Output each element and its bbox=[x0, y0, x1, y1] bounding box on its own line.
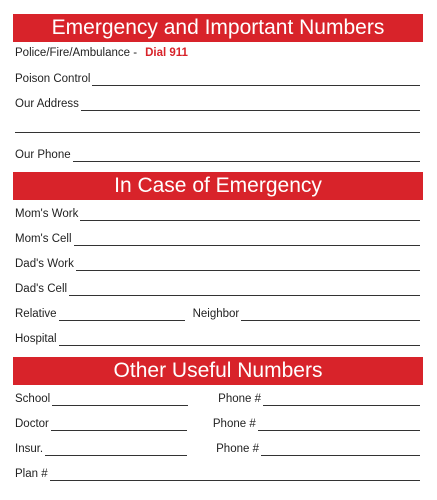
insurance-phone-label: Phone # bbox=[216, 443, 259, 455]
insurance-field[interactable] bbox=[45, 445, 187, 456]
poison-control-field[interactable] bbox=[92, 75, 420, 86]
moms-cell-label: Mom's Cell bbox=[15, 233, 72, 245]
hospital-row bbox=[15, 330, 420, 346]
section-header-other-useful-numbers: Other Useful Numbers bbox=[13, 357, 423, 385]
section-header-in-case-of-emergency: In Case of Emergency bbox=[13, 172, 423, 200]
school-label: School bbox=[15, 393, 51, 405]
doctor-label: Doctor bbox=[15, 418, 49, 430]
section-header-important-numbers: Emergency and Important Numbers bbox=[13, 14, 423, 42]
doctor-row bbox=[15, 415, 420, 431]
dads-cell-field[interactable] bbox=[69, 285, 420, 296]
neighbor-label: Neighbor bbox=[192, 308, 240, 320]
insurance-row bbox=[15, 440, 420, 456]
doctor-field[interactable] bbox=[51, 420, 187, 431]
hospital-field[interactable] bbox=[59, 335, 420, 346]
dads-work-row bbox=[15, 255, 420, 271]
dads-cell-label: Dad's Cell bbox=[15, 283, 68, 295]
moms-cell-row bbox=[15, 230, 420, 246]
doctor-phone-field[interactable] bbox=[258, 420, 420, 431]
our-phone-label: Our Phone bbox=[15, 149, 71, 161]
address-row bbox=[15, 95, 420, 111]
police-number: Dial 911 bbox=[145, 47, 188, 59]
our-phone-field[interactable] bbox=[73, 151, 420, 162]
relative-field[interactable] bbox=[59, 310, 185, 321]
doctor-phone-label: Phone # bbox=[212, 418, 256, 430]
police-label: Police/Fire/Ambulance - bbox=[15, 47, 138, 59]
school-phone-label: Phone # bbox=[218, 393, 262, 405]
insurance-phone-field[interactable] bbox=[261, 445, 420, 456]
moms-cell-field[interactable] bbox=[74, 235, 420, 246]
plan-label: Plan # bbox=[15, 468, 48, 480]
dads-work-field[interactable] bbox=[76, 260, 420, 271]
our-phone-row bbox=[15, 146, 420, 162]
dads-cell-row bbox=[15, 280, 420, 296]
dads-work-label: Dad's Work bbox=[15, 258, 74, 270]
police-row bbox=[15, 44, 420, 60]
poison-control-label: Poison Control bbox=[15, 73, 91, 85]
relative-label: Relative bbox=[15, 308, 57, 320]
address-field[interactable] bbox=[81, 100, 420, 111]
plan-field[interactable] bbox=[50, 470, 420, 481]
hospital-label: Hospital bbox=[15, 333, 57, 345]
school-row bbox=[15, 390, 420, 406]
neighbor-field[interactable] bbox=[241, 310, 420, 321]
address-label: Our Address bbox=[15, 98, 79, 110]
school-phone-field[interactable] bbox=[263, 395, 420, 406]
school-field[interactable] bbox=[52, 395, 188, 406]
moms-work-row bbox=[15, 205, 420, 221]
insurance-label: Insur. bbox=[15, 443, 44, 455]
plan-row bbox=[15, 465, 420, 481]
poison-control-row bbox=[15, 70, 420, 86]
moms-work-field[interactable] bbox=[80, 210, 420, 221]
address-field-line-2[interactable] bbox=[15, 132, 420, 133]
moms-work-label: Mom's Work bbox=[15, 208, 79, 220]
relative-neighbor-row bbox=[15, 305, 420, 321]
